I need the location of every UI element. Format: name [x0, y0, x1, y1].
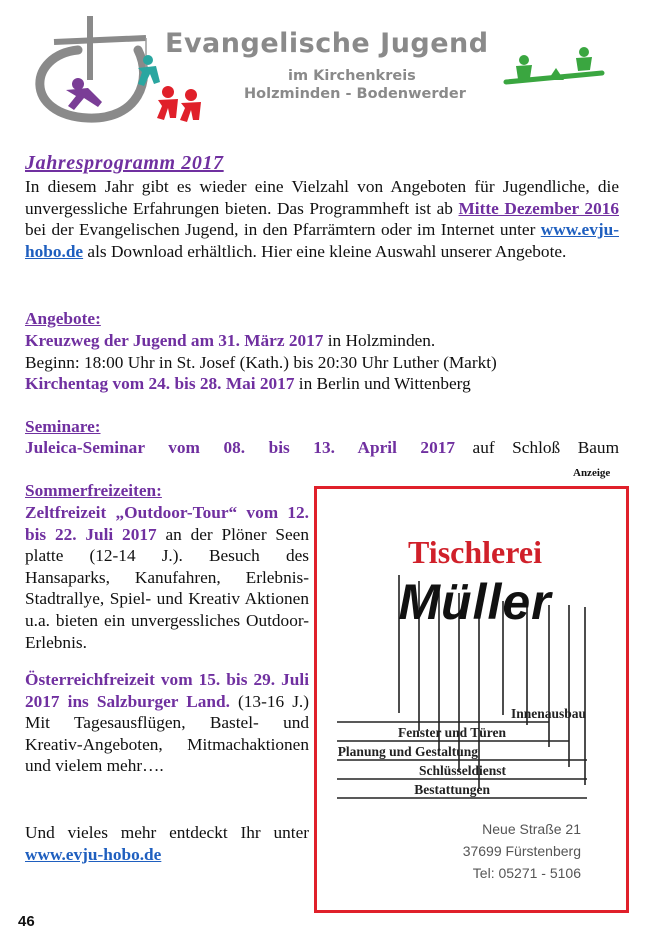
juleica-line — [25, 437, 619, 459]
brand-subtitle-line1: im Kirchenkreis — [288, 68, 416, 84]
intro-text-2: bei der Evangelischen Jugend, in den Pfarrämtern oder im Internet unter — [25, 220, 541, 240]
oesterreichfreizeit-text: (13-16 J.) Mit Tagesausflügen, Bastel- und Kreativ-Angeboten, Mitmachaktionen und vielem mehr…. — [25, 691, 309, 776]
advertisement-tischlerei — [317, 489, 626, 910]
ad-service-3: Planung und Gestaltung — [337, 744, 478, 759]
closing-text: Und vieles mehr entdeckt Ihr unter — [25, 823, 309, 842]
closing-website-link[interactable]: www.evju-hobo.de — [25, 844, 162, 864]
kirchentag-title: Kirchentag vom 24. bis 28. Mai 2017 — [25, 374, 295, 394]
kirchentag-location: in Berlin und Wittenberg — [294, 374, 471, 394]
angebote-list — [25, 330, 625, 395]
ad-service-1: Innenausbau — [510, 706, 586, 721]
page-number: 46 — [18, 913, 35, 930]
beginn-line: Beginn: 18:00 Uhr in St. Josef (Kath.) bis 20:30 Uhr Luther (Markt) — [25, 352, 497, 372]
kreuzweg-line — [25, 330, 625, 352]
sommerfreizeiten-heading: Sommerfreizeiten: — [25, 481, 162, 500]
intro-date: Mitte Dezember 2016 — [458, 198, 619, 218]
ad-phone: Tel: 05271 - 5106 — [472, 865, 581, 881]
ad-city: 37699 Fürstenberg — [462, 843, 581, 859]
ad-company-line1: Tischlerei — [408, 534, 542, 570]
ad-street: Neue Straße 21 — [482, 821, 581, 837]
zeltfreizeit-paragraph — [25, 502, 309, 653]
closing-paragraph — [25, 822, 309, 865]
brand-title: Evangelische Jugend — [165, 28, 489, 59]
website-link[interactable]: www.evju-hobo.de — [25, 220, 619, 261]
juleica-location: auf Schloß Baum — [455, 438, 620, 457]
kreuzweg-title: Kreuzweg der Jugend am 31. März 2017 — [25, 331, 324, 350]
seminare-heading: Seminare: — [25, 417, 101, 436]
ad-service-4: Schlüsseldienst — [418, 763, 506, 778]
red-figures-icon — [157, 86, 201, 122]
kirchentag-line — [25, 373, 625, 395]
ad-service-2: Fenster und Türen — [397, 725, 506, 740]
oesterreichfreizeit-title: Österreichfreizeit vom 15. bis 29. Juli 2017 ins Salzburger Land. — [25, 670, 309, 711]
intro-text-3: als Download erhältlich. Hier eine kleine Auswahl unserer Angebote. — [83, 241, 567, 261]
oesterreichfreizeit-paragraph — [25, 669, 309, 777]
seesaw-figures-icon — [506, 47, 602, 82]
ad-service-5: Bestattungen — [414, 782, 490, 797]
ad-label: Anzeige — [573, 467, 611, 479]
zeltfreizeit-title: Zeltfreizeit „Outdoor-Tour“ vom 12. bis 22. Juli 2017 — [25, 503, 309, 544]
zeltfreizeit-text: an der Plöner Seen platte (12-14 J.). Besuch des Hansaparks, Kanufahren, Erlebnis-Stadtrallye, Spiel- und Kreativ Aktionen u.a. bieten ein unvergessliches Outdoor-Erlebnis. — [25, 524, 309, 652]
purple-figure-icon — [66, 78, 102, 110]
intro-paragraph — [25, 176, 619, 262]
kreuzweg-location: in Holzminden. — [323, 331, 436, 350]
section-title: Jahresprogramm 2017 — [25, 152, 224, 174]
ad-company-line2: Müller — [398, 574, 552, 630]
juleica-title: Juleica-Seminar vom 08. bis 13. April 2017 — [25, 438, 455, 457]
intro-text-1: In diesem Jahr gibt es wieder eine Vielzahl von Angeboten für Jugendliche, die unvergessliche Erfahrungen bieten. Das Programmheft ist ab — [25, 177, 619, 218]
brand-subtitle-line2: Holzminden - Bodenwerder — [244, 86, 466, 102]
angebote-heading: Angebote: — [25, 309, 101, 328]
